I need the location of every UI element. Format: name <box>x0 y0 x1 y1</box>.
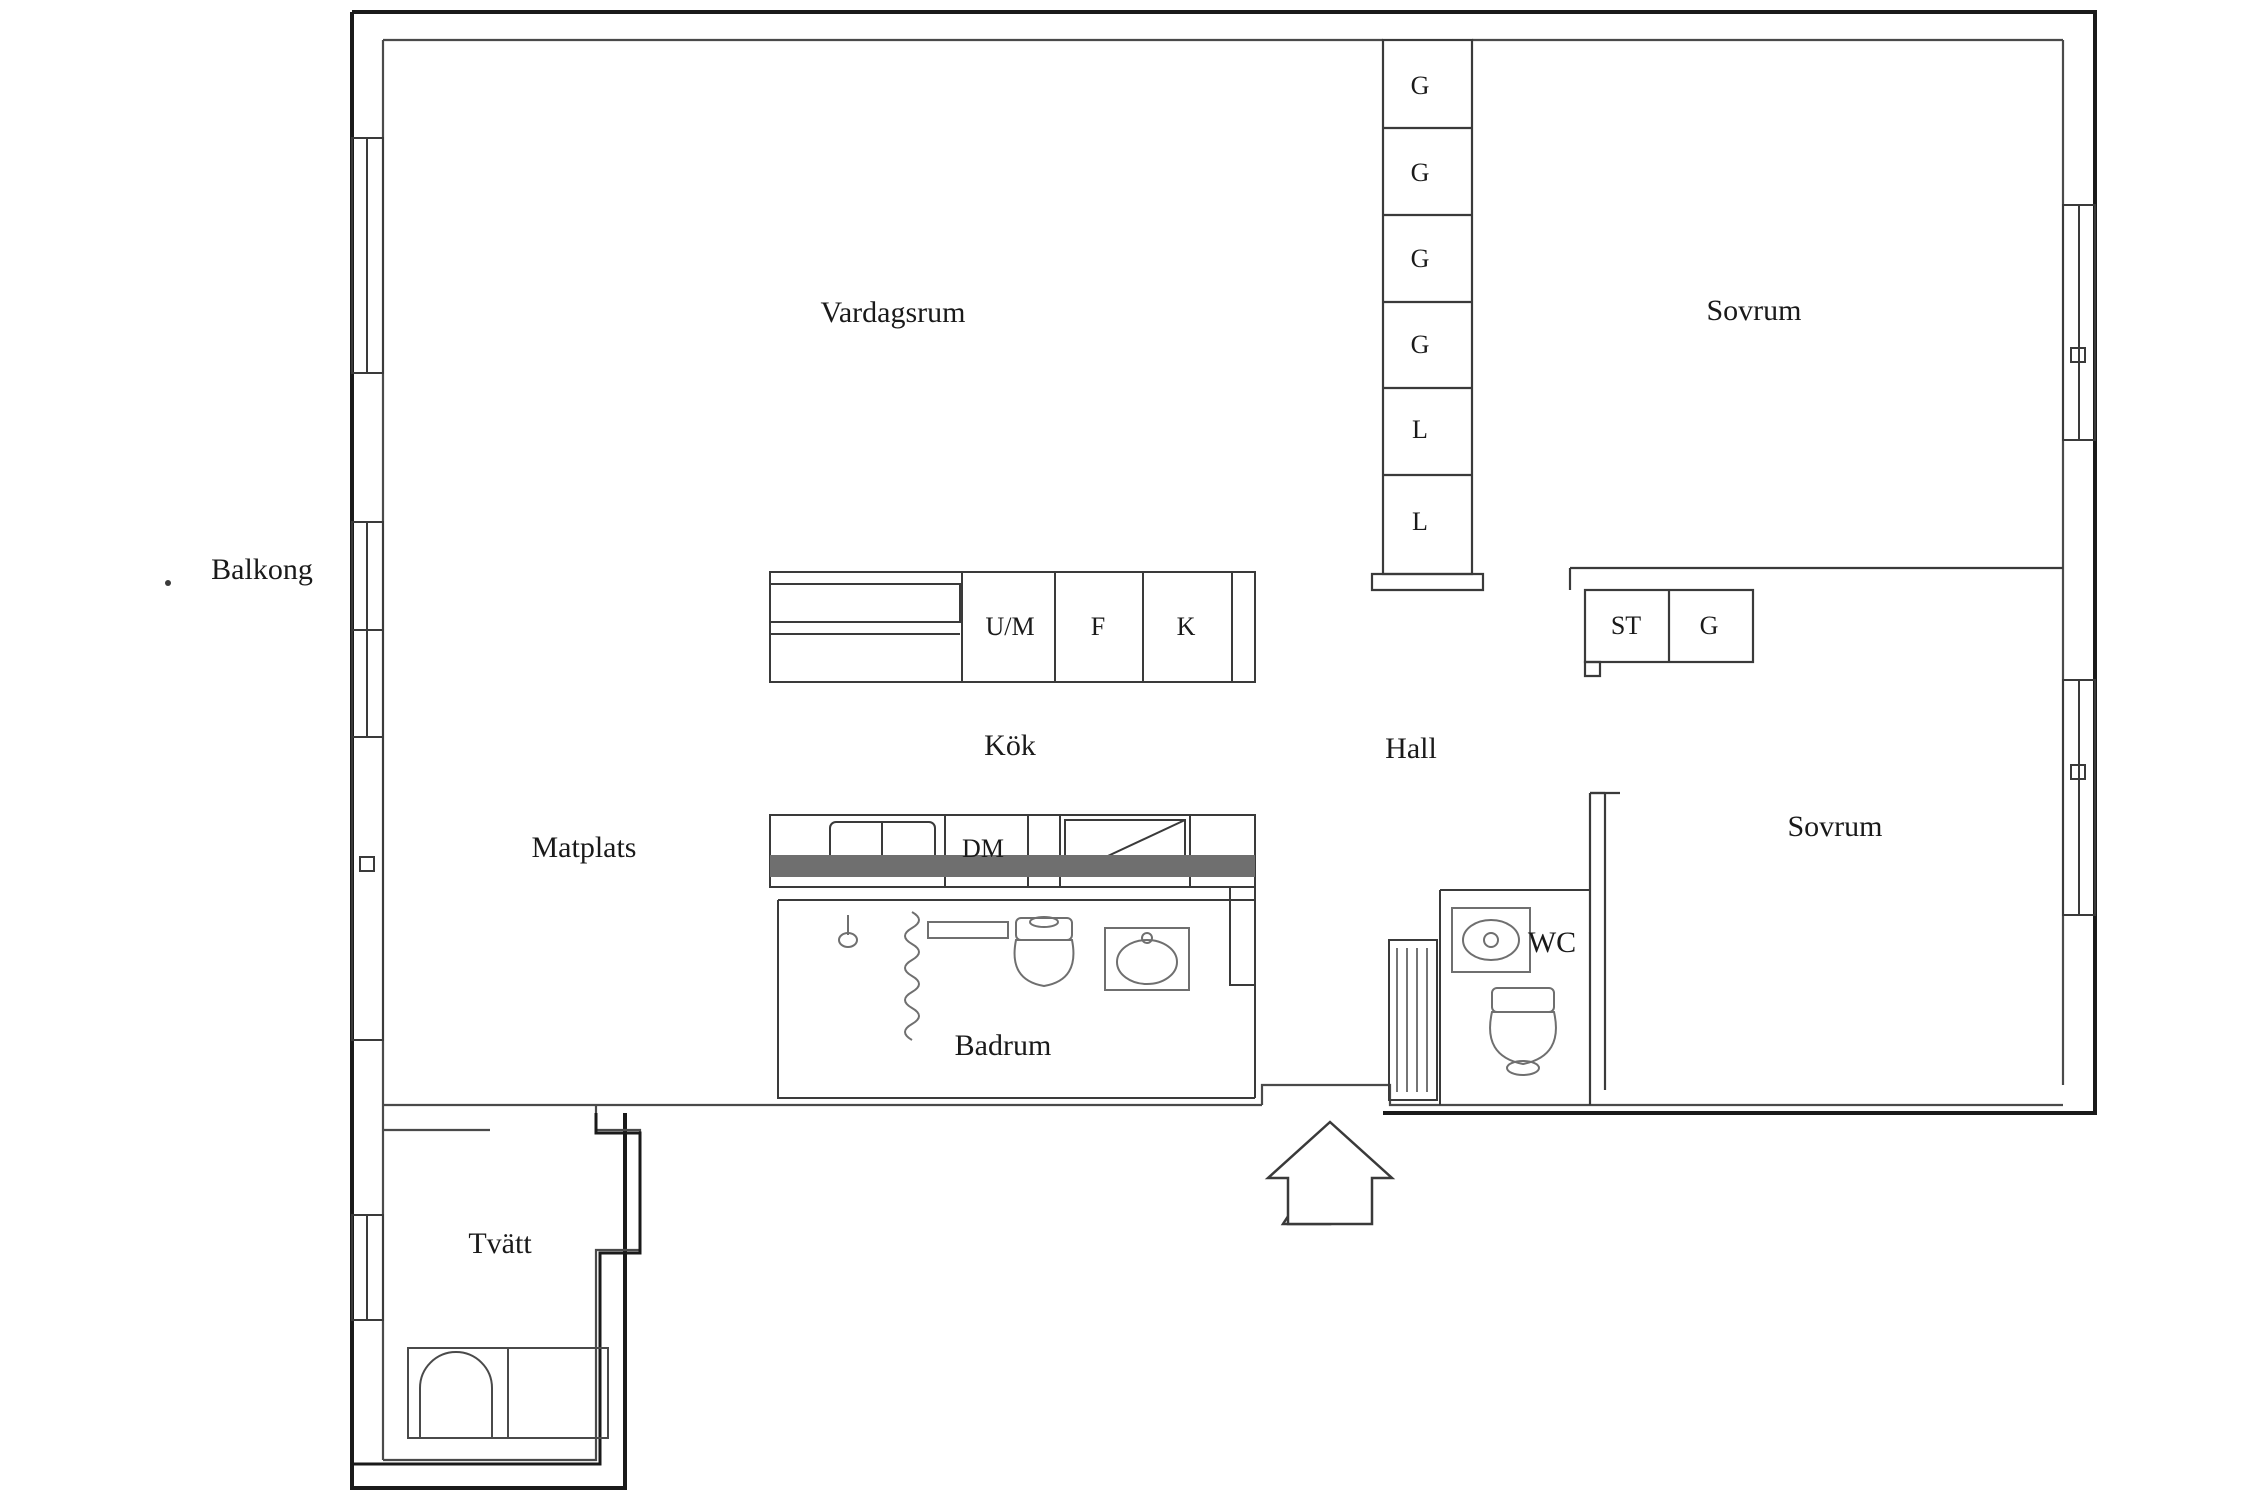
room-label-hall: Hall <box>1385 732 1437 765</box>
room-label-kok: Kök <box>984 729 1036 762</box>
closet-label-g-2: G <box>1410 158 1430 187</box>
appliance-label-um: U/M <box>985 612 1035 641</box>
room-label-balkong: Balkong <box>211 553 313 586</box>
room-label-vardagsrum: Vardagsrum <box>820 296 966 329</box>
appliance-label-dm: DM <box>962 834 1004 863</box>
hall-cabinet-label-st: ST <box>1610 611 1642 640</box>
hall-cabinet-label-g: G <box>1699 611 1719 640</box>
tvatt-fixtures <box>408 1348 608 1438</box>
badrum-fixtures <box>839 912 1189 1040</box>
closet-label-g-4: G <box>1410 330 1430 359</box>
closet-label-l-2: L <box>1412 507 1428 536</box>
room-label-tvatt: Tvätt <box>468 1227 532 1260</box>
room-label-wc: WC <box>1527 926 1577 959</box>
room-label-sovrum-upper: Sovrum <box>1706 294 1802 327</box>
windows-right <box>2063 205 2095 915</box>
wc-outline <box>1389 890 1590 1105</box>
room-label-matplats: Matplats <box>531 831 637 864</box>
entrance-arrow <box>1268 1122 1392 1224</box>
balkong-marker <box>165 580 171 586</box>
appliance-label-k: K <box>1176 612 1196 641</box>
closet-label-g-1: G <box>1410 71 1430 100</box>
outer-walls <box>352 12 2095 1488</box>
interior-walls <box>383 40 2063 1460</box>
room-label-badrum: Badrum <box>954 1029 1052 1062</box>
appliance-label-f: F <box>1090 612 1106 641</box>
windows-left <box>352 138 383 1320</box>
room-label-sovrum-lower: Sovrum <box>1787 810 1883 843</box>
closet-label-l-1: L <box>1412 415 1428 444</box>
closet-label-g-3: G <box>1410 244 1430 273</box>
